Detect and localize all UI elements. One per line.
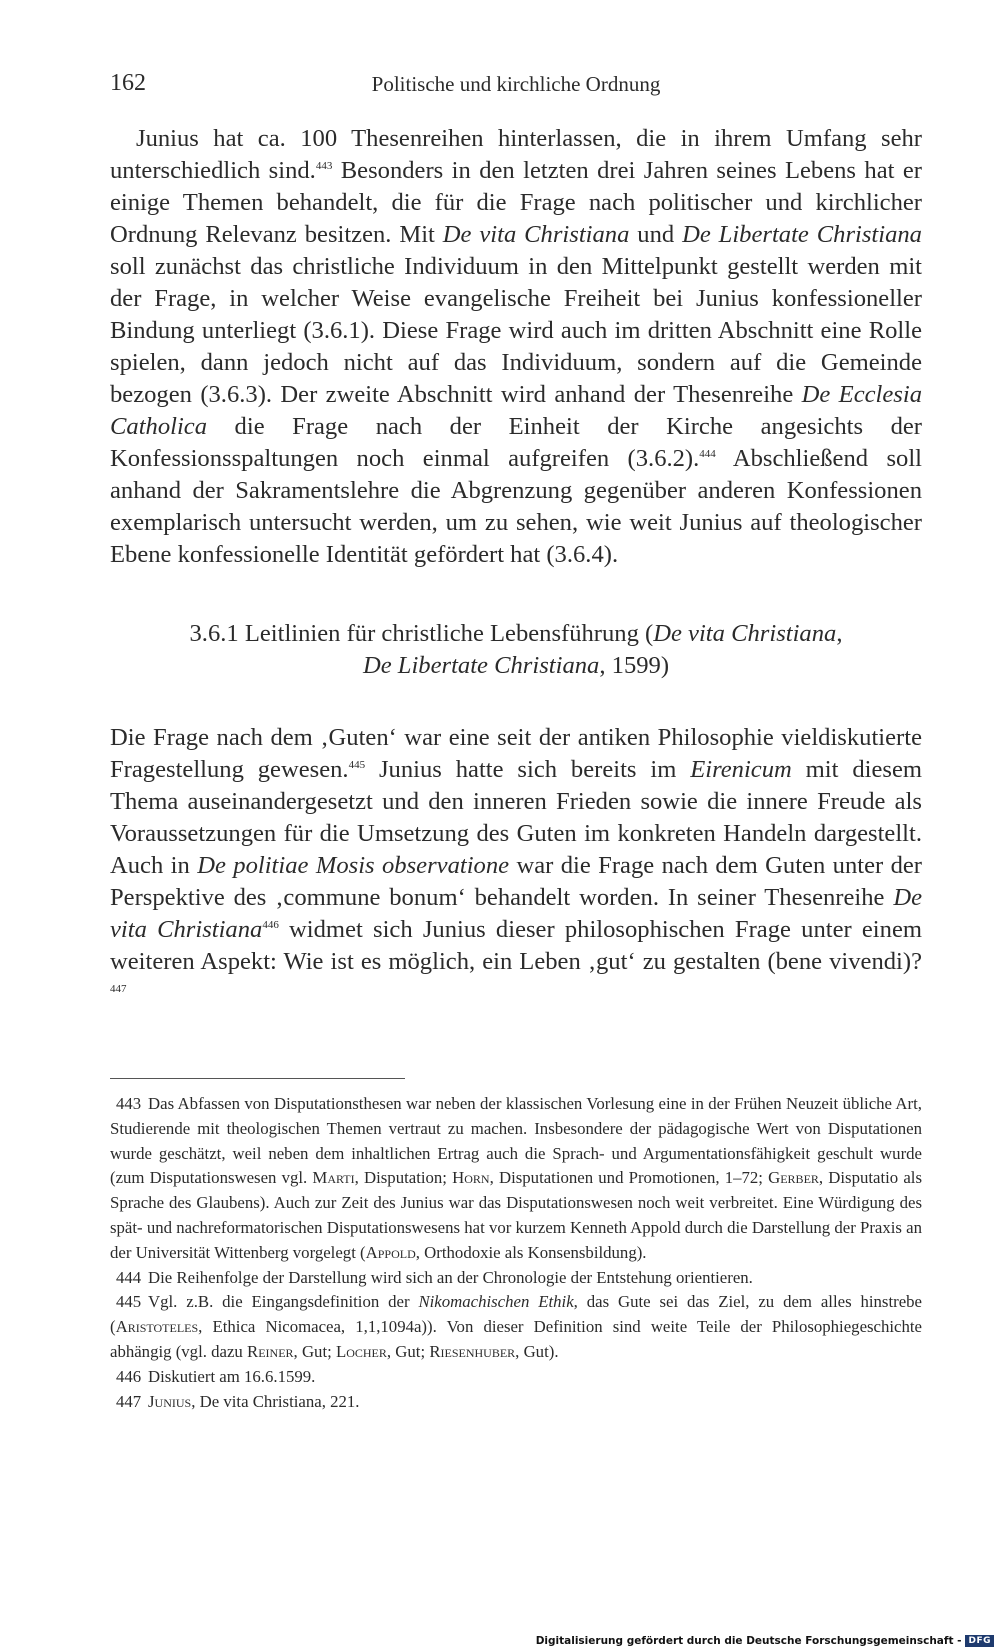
running-head: Politische und kirchliche Ordnung [371, 72, 661, 96]
paragraph-intro [110, 123, 922, 571]
text-run: , Ethica Nicomacea, 1,1,1094a)). Von dieser Definition sind weite Teile der Philosophiegeschichte abhängig (vgl. dazu [110, 1317, 922, 1361]
heading-text: 3.6.1 Leitlinien für christliche Lebensführung ( [189, 620, 654, 647]
text-run: mit diesem Thema auseinandergesetzt und den inneren Frieden sowie die innere Freude als Voraussetzungen für die Umsetzung des Guten im konkreten Handeln dargestellt. Auch in [110, 756, 922, 879]
text-run: Das Abfassen von Disputationsthesen war neben der klassischen Vorlesung eine in der Frühen Neuzeit übliche Art, Studierende mit theologischen Themen vertraut zu machen. Insbesondere der pädagogische Wert von Disputationen wurde geschätzt, weil neben dem inhaltlichen Ertrag auch die Sprach- und Argumentationsfähigkeit geschult wurde (zum Disputationswesen vgl. [110, 1094, 922, 1188]
text-run: , Disputatio als Sprache des Glaubens). Auch zur Zeit des Junius war das Disputationswesen noch weit verbreitet. Eine Würdigung des spät- und nachreformatorischen Disputationswesens hat vor kurzem Kenneth Appold durch die Darstellung der Praxis an der Universität Wittenberg vorgelegt ( [110, 1168, 923, 1262]
footnote-number: 443 [116, 1094, 142, 1113]
footnote-444 [110, 1266, 922, 1291]
text-run: und [629, 221, 683, 248]
work-title: De Libertate Christiana [362, 652, 600, 679]
text-run: , Gut). [515, 1341, 559, 1361]
text-run: war die Frage nach dem Guten unter der Perspektive des ‚commune bonum‘ behandelt worden. In seiner Thesenreihe [110, 852, 922, 911]
footnote-number: 445 [116, 1292, 142, 1312]
work-title: De Libertate Christiana [682, 221, 922, 248]
author-name: Locher [335, 1341, 387, 1361]
author-name: Riesenhuber [429, 1341, 516, 1361]
credit-text: Digitalisierung gefördert durch die Deutsche Forschungsgemeinschaft - [535, 1635, 962, 1647]
footnote-ref-445[interactable]: 445 [348, 759, 366, 771]
text-run: , De vita Christiana, 221. [191, 1391, 360, 1411]
work-title: De Ecclesia Catholica [110, 381, 922, 440]
text-run: , das Gute sei das Ziel, zu dem alles hinstrebe ( [110, 1292, 922, 1337]
footnote-ref-447[interactable]: 447 [110, 983, 127, 995]
text-run: widmet sich Junius dieser philosophischen Frage unter einem weiteren Aspekt: Wie ist es möglich, ein Leben ‚gut‘ zu gestalten (bene vivendi)? [110, 916, 922, 975]
author-name: Horn [452, 1168, 490, 1188]
text-run: Junius hatte sich bereits im [365, 756, 691, 783]
footnote-ref-446[interactable]: 446 [262, 919, 279, 931]
heading-text: , 1599) [599, 652, 670, 679]
text-run: Diskutiert am 16.6.1599. [148, 1366, 316, 1386]
text-run: Vgl. z.B. die Eingangsdefinition der [148, 1292, 419, 1312]
work-title: De vita Christiana [442, 221, 630, 248]
digitization-credit [536, 1635, 994, 1647]
text-run: , Gut; [386, 1341, 430, 1361]
author-name: Junius [148, 1391, 192, 1411]
footnote-445 [110, 1290, 922, 1364]
main-text [110, 123, 922, 1010]
footnote-ref-443[interactable]: 443 [315, 160, 333, 172]
author-name: Appold [365, 1242, 416, 1262]
work-title: Nikomachischen Ethik [418, 1292, 574, 1312]
footnotes [110, 1092, 922, 1414]
footnote-ref-444[interactable]: 444 [699, 448, 716, 460]
text-run: Besonders in den letzten drei Jahren seines Lebens hat er einige Themen behandelt, die für die Frage nach politischer und kirchlicher Ordnung Relevanz besitzen. Mit [110, 157, 922, 248]
work-title: Eirenicum [690, 756, 792, 783]
text-run: soll zunächst das christliche Individuum in den Mittelpunkt gestellt werden mit der Frage, in welcher Weise evangelische Freiheit bei Junius konfessioneller Bindung unterliegt (3.6.1). Diese Frage wird auch im dritten Abschnitt eine Rolle spielen, dann jedoch nicht auf das Individuum, sondern auf die Gemeinde bezogen (3.6.3). Der zweite Abschnitt wird anhand der Thesenreihe [110, 253, 922, 408]
text-run: , Gut; [293, 1341, 336, 1361]
text-run: Abschließend soll anhand der Sakramentslehre die Abgrenzung gegenüber anderen Konfessionen exemplarisch untersucht werden, um zu sehen, wie weit Junius auf theologischer Ebene konfessionelle Identität gefördert hat (3.6.4). [110, 445, 923, 568]
text-run: die Frage nach der Einheit der Kirche angesichts der Konfessionsspaltungen noch einmal aufgreifen (3.6.2). [110, 413, 922, 472]
work-title: De vita Christiana [653, 620, 837, 647]
footnote-number: 447 [116, 1391, 142, 1411]
author-name: Marti [312, 1168, 355, 1188]
author-name: Aristoteles [115, 1317, 199, 1337]
text-run: Junius hat ca. 100 Thesenreihen hinterlassen, die in ihrem Umfang sehr unterschiedlich sind. [110, 125, 922, 184]
work-title: De vita Christiana [110, 884, 922, 943]
footnote-447 [110, 1390, 922, 1415]
section-heading [110, 618, 922, 682]
author-name: Reiner [247, 1341, 294, 1361]
text-run: , Disputation; [354, 1168, 453, 1188]
footnote-number: 446 [116, 1366, 142, 1386]
text-run: , Orthodoxie als Konsensbildung). [415, 1242, 647, 1262]
heading-text: , [836, 620, 843, 647]
paragraph-good [110, 722, 922, 1010]
work-title: De politiae Mosis observatione [197, 852, 510, 879]
text-run: Die Reihenfolge der Darstellung wird sich an der Chronologie der Entstehung orientieren. [148, 1267, 753, 1287]
footnote-446 [110, 1365, 922, 1390]
text-run: , Disputationen und Promotionen, 1–72; [489, 1168, 769, 1188]
dfg-logo-icon: DFG [965, 1635, 994, 1647]
footnote-number: 444 [116, 1267, 142, 1287]
footnote-443 [110, 1092, 922, 1266]
footnote-separator [110, 1078, 405, 1079]
text-run: Die Frage nach dem ‚Guten‘ war eine seit der antiken Philosophie vieldiskutierte Fragestellung gewesen. [110, 724, 922, 783]
author-name: Gerber [768, 1168, 819, 1188]
page-header [110, 70, 922, 104]
page-number: 162 [110, 70, 146, 96]
